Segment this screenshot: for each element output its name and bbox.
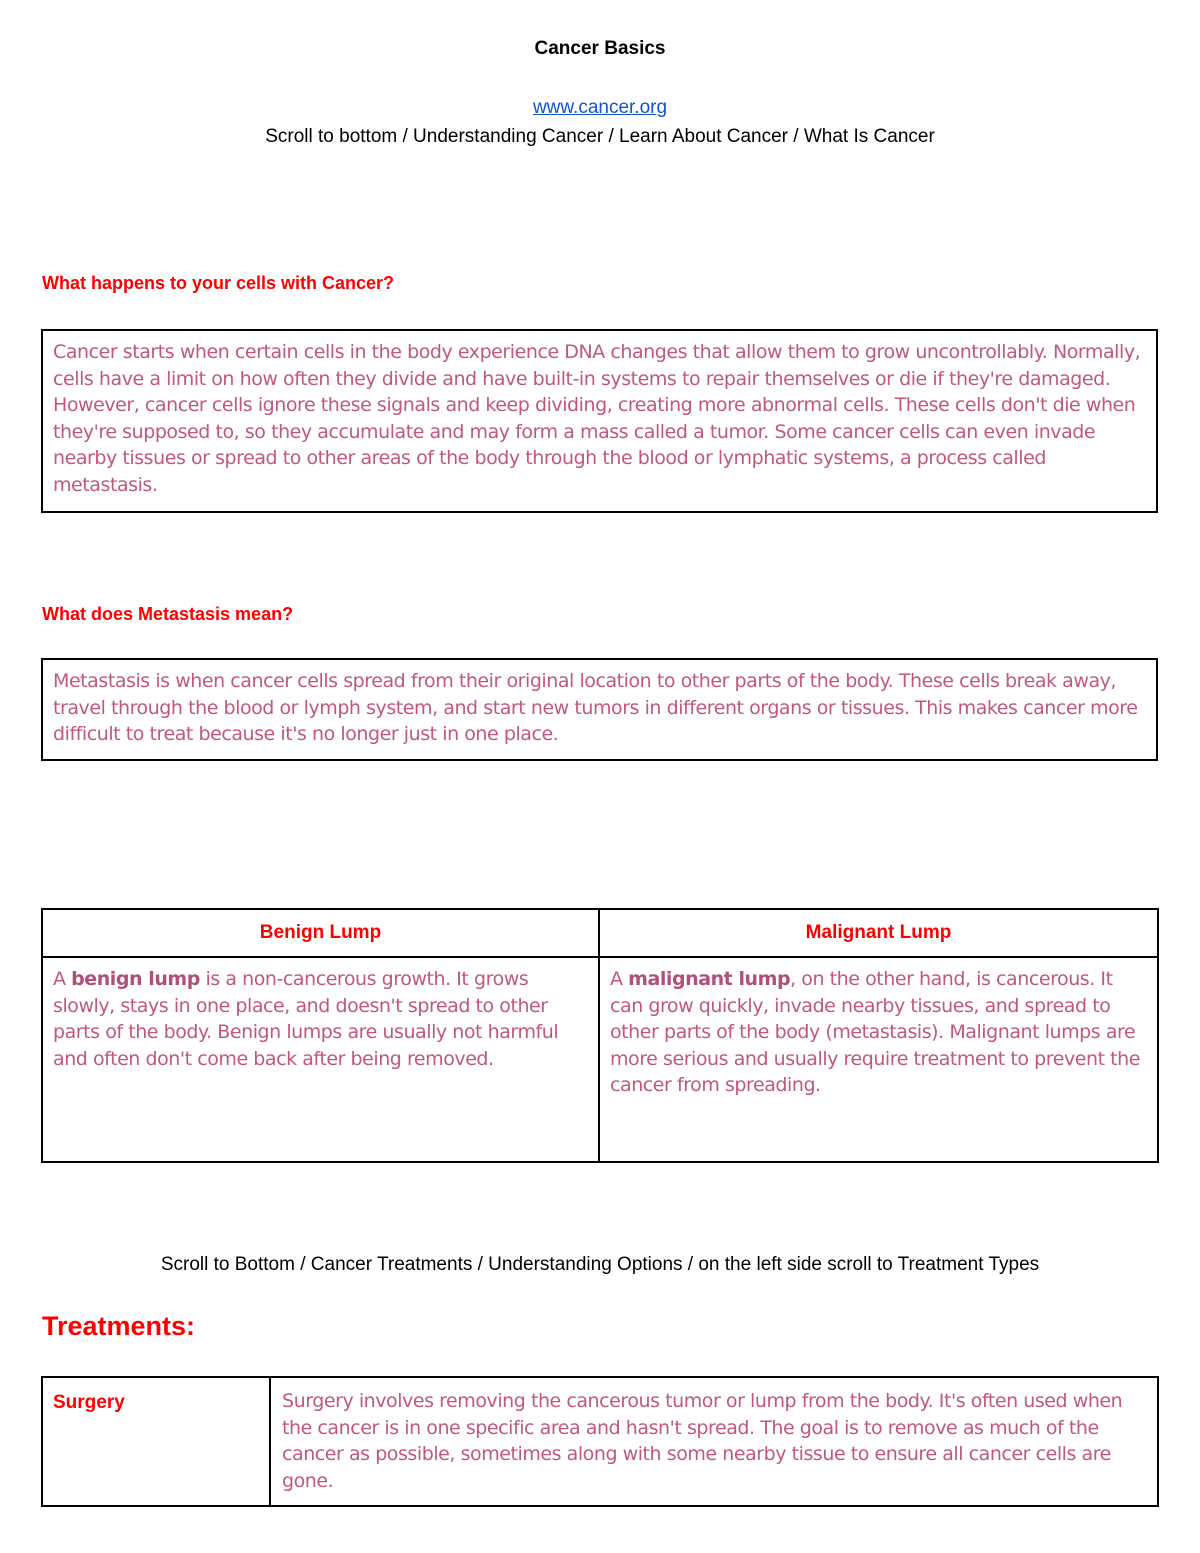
treatment-description-surgery: Surgery involves removing the cancerous tumor or lump from the body. It's often used when the cancer is in one specific area and hasn't spread. The goal is to remove as much of the cancer as possible, sometimes along with some nearby tissue to ensure all cancer cells are gone. (282, 1390, 1123, 1492)
treatments-heading: Treatments: (42, 1311, 196, 1341)
answer-metastasis-text: Metastasis is when cancer cells spread from their original location to other parts of the body. These cells break away, travel through the blood or lymph system, and start new tumors in different organs or tissues. This makes cancer more difficult to treat because it's no longer just in one place. (53, 670, 1138, 745)
benign-keyword: benign lump (71, 968, 200, 990)
treatment-name-surgery: Surgery (43, 1378, 271, 1505)
question-cells: What happens to your cells with Cancer? (42, 273, 395, 293)
navigation-path: Scroll to bottom / Understanding Cancer / Learn About Cancer / What Is Cancer (265, 126, 935, 147)
malignant-text: , on the other hand, is cancerous. It can grow quickly, invade nearby tissues, and spread to other parts of the body (metastasis). Malignant lumps are more serious and usually require treatment to prevent the cancer from spreading. (610, 968, 1140, 1096)
answer-cells-text: Cancer starts when certain cells in the body experience DNA changes that allow them to grow uncontrollably. Normally, cells have a limit on how often they divide and have built-in systems to repair themselves or die if they're damaged. However, cancer cells ignore these signals and keep dividing, creating more abnormal cells. These cells don't die when they're supposed to, so they accumulate and may form a mass called a tumor. Some cancer cells can even invade nearby tissues or spread to other areas of the body through the blood or lymphatic systems, a process called metastasis. (53, 341, 1141, 496)
benign-cell (43, 958, 600, 1161)
benign-prefix: A (53, 968, 72, 990)
cancer-org-link[interactable]: www.cancer.org (532, 97, 668, 118)
answer-box-metastasis (41, 658, 1158, 761)
malignant-cell (600, 958, 1157, 1161)
malignant-header: Malignant Lump (600, 910, 1157, 958)
question-metastasis: What does Metastasis mean? (42, 604, 294, 624)
answer-box-cells (41, 329, 1158, 513)
treatments-navigation-path: Scroll to Bottom / Cancer Treatments / Understanding Options / on the left side scroll to Treatment Types (160, 1254, 1040, 1275)
lump-comparison-table (41, 908, 1159, 1163)
malignant-prefix: A (610, 968, 629, 990)
page-title: Cancer Basics (534, 38, 666, 59)
benign-text: is a non-cancerous growth. It grows slowly, stays in one place, and doesn't spread to other parts of the body. Benign lumps are usually not harmful and often don't come back after being removed. (53, 968, 559, 1070)
benign-header: Benign Lump (43, 910, 600, 958)
malignant-keyword: malignant lump (628, 968, 791, 990)
treatments-table (41, 1376, 1159, 1507)
